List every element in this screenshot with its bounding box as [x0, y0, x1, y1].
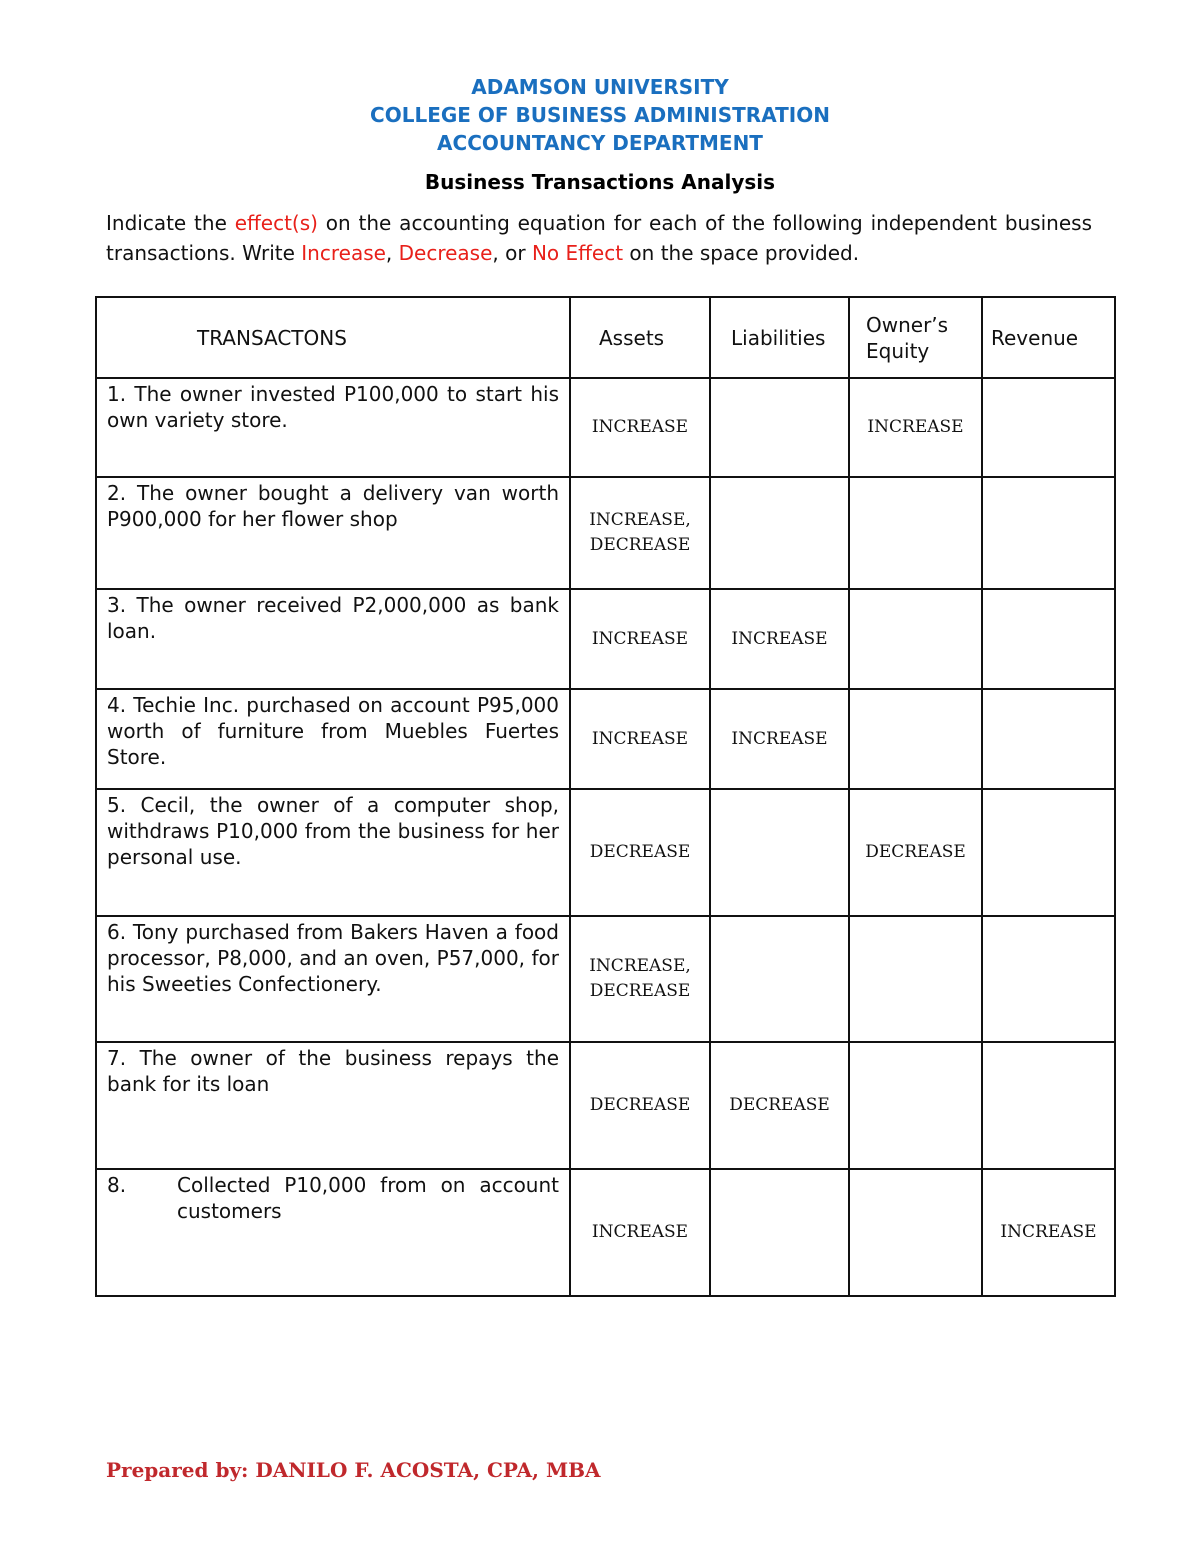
liabilities-cell [710, 689, 849, 789]
assets-value: INCREASE [591, 728, 689, 749]
equity-cell [849, 378, 982, 477]
header-transactions: TRANSACTONS [96, 297, 570, 378]
equity-cell [849, 689, 982, 789]
liabilities-cell [710, 477, 849, 589]
transaction-text: 4. Techie Inc. purchased on account P95,000 worth of furniture from Muebles Fuertes Store. [96, 689, 570, 789]
revenue-cell [982, 789, 1115, 916]
instr-text-1: Indicate the [106, 211, 235, 235]
liabilities-cell [710, 589, 849, 689]
transaction-body: Collected P10,000 from on account customers [177, 1173, 559, 1223]
transaction-text: 6. Tony purchased from Bakers Haven a food processor, P8,000, and an oven, P57,000, for his Sweeties Confectionery. [96, 916, 570, 1042]
hanging-item [107, 1172, 559, 1224]
liabilities-cell [710, 916, 849, 1042]
equity-cell [849, 916, 982, 1042]
transaction-text: 5. Cecil, the owner of a computer shop, withdraws P10,000 from the business for her personal use. [96, 789, 570, 916]
header-owners-equity [849, 297, 982, 378]
revenue-cell [982, 689, 1115, 789]
assets-cell [570, 1042, 710, 1169]
revenue-cell [982, 1042, 1115, 1169]
department-name: ACCOUNTANCY DEPARTMENT [437, 131, 763, 155]
equity-cell [849, 1042, 982, 1169]
revenue-cell [982, 378, 1115, 477]
equity-cell [849, 477, 982, 589]
instr-no-effect: No Effect [531, 241, 624, 265]
instr-decrease: Decrease [398, 241, 493, 265]
assets-value: INCREASE, [589, 510, 691, 530]
assets-value: DECREASE [589, 1095, 691, 1115]
assets-value: INCREASE [591, 628, 689, 649]
instr-text-3: on the space provided. [623, 241, 860, 265]
header-assets: Assets [570, 297, 710, 378]
revenue-cell [982, 589, 1115, 689]
assets-value: INCREASE [591, 1222, 689, 1242]
equity-value: INCREASE [867, 417, 964, 437]
liabilities-value: DECREASE [729, 1095, 830, 1115]
transaction-text: 7. The owner of the business repays the bank for its loan [96, 1042, 570, 1169]
header-equity-line1: Owner’s [866, 312, 949, 337]
transactions-table [95, 296, 1116, 1297]
equity-value: DECREASE [865, 842, 966, 862]
table-header-row [96, 297, 1115, 378]
header-liabilities: Liabilities [710, 297, 849, 378]
assets-value: DECREASE [589, 981, 691, 1001]
revenue-cell [982, 477, 1115, 589]
header-equity-line2: Equity [866, 338, 930, 363]
assets-cell [570, 1169, 710, 1296]
transaction-text: 1. The owner invested P100,000 to start his own variety store. [96, 378, 570, 477]
header-revenue: Revenue [982, 297, 1115, 378]
document-title: Business Transactions Analysis [424, 170, 776, 194]
college-name: COLLEGE OF BUSINESS ADMINISTRATION [370, 103, 830, 127]
assets-cell [570, 477, 710, 589]
revenue-value: INCREASE [1000, 1222, 1097, 1242]
equity-cell [849, 789, 982, 916]
instr-effect: effect(s) [234, 211, 318, 235]
liabilities-value: INCREASE [731, 628, 828, 649]
equity-cell [849, 589, 982, 689]
liabilities-cell [710, 789, 849, 916]
transaction-text [96, 1169, 570, 1296]
assets-value: DECREASE [589, 535, 691, 555]
assets-cell [570, 589, 710, 689]
transaction-text: 2. The owner bought a delivery van worth P900,000 for her flower shop [96, 477, 570, 589]
table-row [96, 589, 1115, 689]
liabilities-cell [710, 1169, 849, 1296]
instructions [106, 208, 1092, 268]
assets-cell [570, 789, 710, 916]
liabilities-cell [710, 378, 849, 477]
instr-comma-1: , [385, 241, 399, 265]
liabilities-cell [710, 1042, 849, 1169]
revenue-cell [982, 1169, 1115, 1296]
equity-cell [849, 1169, 982, 1296]
table-row [96, 789, 1115, 916]
prepared-by: Prepared by: DANILO F. ACOSTA, CPA, MBA [106, 1458, 601, 1482]
liabilities-value: INCREASE [731, 728, 828, 749]
instr-text-2: on the accounting equation for each of the following independent business transactions. Write [106, 211, 1092, 265]
revenue-cell [982, 916, 1115, 1042]
assets-cell [570, 689, 710, 789]
table-row [96, 1169, 1115, 1296]
table-row [96, 477, 1115, 589]
assets-cell [570, 378, 710, 477]
instr-comma-2: , or [492, 241, 532, 265]
assets-value: DECREASE [589, 842, 691, 862]
table-row [96, 1042, 1115, 1169]
assets-value: INCREASE [591, 417, 689, 437]
university-name: ADAMSON UNIVERSITY [471, 75, 729, 99]
assets-cell [570, 916, 710, 1042]
table-row [96, 916, 1115, 1042]
document-header [0, 73, 1200, 157]
assets-value: INCREASE, [589, 956, 691, 976]
table-row [96, 689, 1115, 789]
table-row [96, 378, 1115, 477]
instr-increase: Increase [301, 241, 386, 265]
transaction-text: 3. The owner received P2,000,000 as bank loan. [96, 589, 570, 689]
transaction-number: 8. [107, 1173, 127, 1197]
